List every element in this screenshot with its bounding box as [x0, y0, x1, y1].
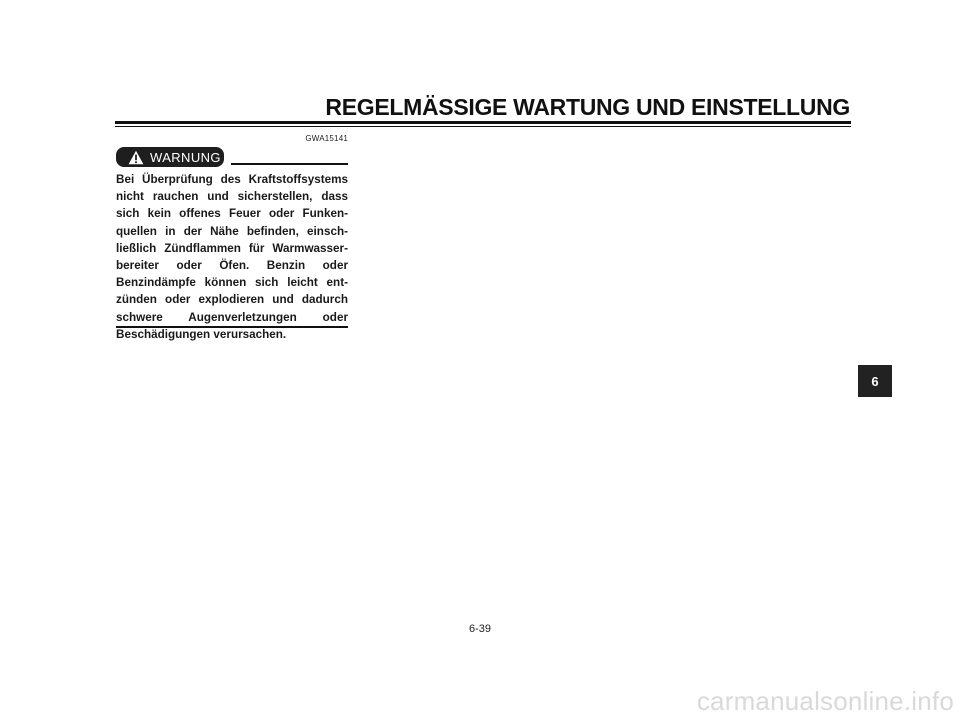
- warning-label: WARNUNG: [150, 149, 221, 165]
- page-title: REGELMÄSSIGE WARTUNG UND EINSTELLUNG: [325, 94, 850, 120]
- header-rule-thin: [115, 126, 851, 127]
- exclamation-triangle-icon: [128, 150, 144, 165]
- chapter-tab: 6: [858, 365, 892, 397]
- warning-code: GWA15141: [305, 134, 348, 143]
- warning-badge: [116, 147, 224, 167]
- warning-top-rule: [231, 163, 348, 165]
- watermark: carmanualsonline.info: [696, 686, 954, 716]
- page-number: 6-39: [468, 623, 492, 635]
- warning-text: Bei Überprüfung des Kraftstoffsystems nicht rauchen und sicherstellen, dass sich kein offenes Feuer oder Funkenquellen in der Nähe befinden, einschließlich Zündflammen für Warmwasserbereiter oder Öfen. Benzin oder Benzindämpfe können sich leicht entzünden oder explodieren und dadurch schwere Augenverletzungen oder Beschädigungen verursachen.: [116, 173, 348, 341]
- header-rule-thick: [115, 121, 851, 124]
- warning-bottom-rule: [116, 326, 348, 328]
